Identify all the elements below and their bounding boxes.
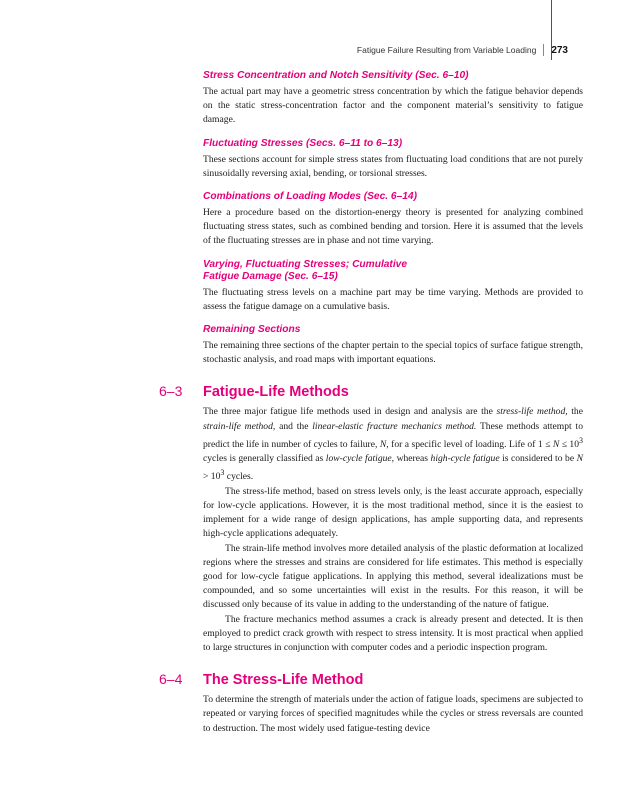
subsection-body: Here a procedure based on the distortion-energy theory is presented for analyzing combined fluctuating stress states, such as combined bending and torsion. Here it is assumed that the levels of the fluctuating stresses are in phase and not time varying. [203,207,583,247]
subsection-body: The fluctuating stress levels on a machine part may be time varying. Methods are provided to assess the fatigue damage on a cumulative basis. [203,286,583,312]
section-paragraph: The strain-life method involves more detailed analysis of the plastic deformation at localized regions where the stresses and strains are considered for life estimates. This method is especially good for low-cycle fatigue applications. In applying this method, several idealizations must be compounded, and so some uncertainties will exist in the results. For this reason, it will be discussed only because of its value in adding to the understanding of the nature of fatigue. [203,542,583,611]
subsection-heading-line1: Varying, Fluctuating Stresses; Cumulative [203,258,407,270]
subsection-body: These sections account for simple stress states from fluctuating load conditions that are not purely sinusoidally reversing axial, bending, or torsional stresses. [203,153,583,179]
running-header [357,44,568,56]
subsection-body: The remaining three sections of the chapter pertain to the special topics of surface fatigue strength, stochastic analysis, and road maps with important equations. [203,340,583,366]
header-separator [543,44,544,56]
section-title: Fatigue-Life Methods [203,384,349,401]
subsection-body: The actual part may have a geometric stress concentration by which the fatigue behavior depends on the static stress-concentration factor and the component material’s sensitivity to fatigue damage. [203,86,583,126]
running-title: Fatigue Failure Resulting from Variable Loading [356,45,537,55]
section-paragraph: The stress-life method, based on stress levels only, is the least accurate approach, especially for low-cycle applications. However, it is the most traditional method, since it is the easiest to implement for a wide range of design applications, has ample supporting data, and represents high-cycle applications adequately. [203,485,583,540]
subsection-heading: Combinations of Loading Modes (Sec. 6–14) [203,191,417,203]
subsection-heading: Stress Concentration and Notch Sensitivity (Sec. 6–10) [203,70,469,81]
subsection-heading: Remaining Sections [203,324,301,336]
page-number: 273 [551,44,568,56]
section-6-3 [159,383,584,655]
subsection-heading-line2: Fatigue Damage (Sec. 6–15) [203,270,338,282]
section-6-4 [159,671,583,736]
section-number: 6–3 [159,383,183,400]
subsection-heading [203,259,583,283]
section-number: 6–4 [159,671,183,688]
section-paragraph: The fracture mechanics method assumes a crack is already present and detected. It is then employed to predict crack growth with respect to stress intensity. It is most practical when applied to large structures in conjunction with computer codes and a periodic inspection program. [203,613,583,654]
subsection-heading: Fluctuating Stresses (Secs. 6–11 to 6–13) [203,137,403,149]
page-content [159,70,584,736]
section-paragraph: To determine the strength of materials under the action of fatigue loads, specimens are subjected to repeated or varying forces of specified magnitudes while the cycles or stress reversals are counted to destruction. The most widely used fatigue-testing device [203,694,583,734]
section-title: The Stress-Life Method [203,672,364,689]
section-paragraph: The three major fatigue life methods used in design and analysis are the stress-life method, the strain-life method, and the linear-elastic fracture mechanics method. These methods attempt to predict the life in number of cycles to failure, N, for a specific level of loading. Life of $1 \le N \le 10^3$ cycles is generally classified as low-cycle fatigue, whereas high-cycle fatigue is considered to be $N > 10^3$ cycles. [203,406,584,483]
